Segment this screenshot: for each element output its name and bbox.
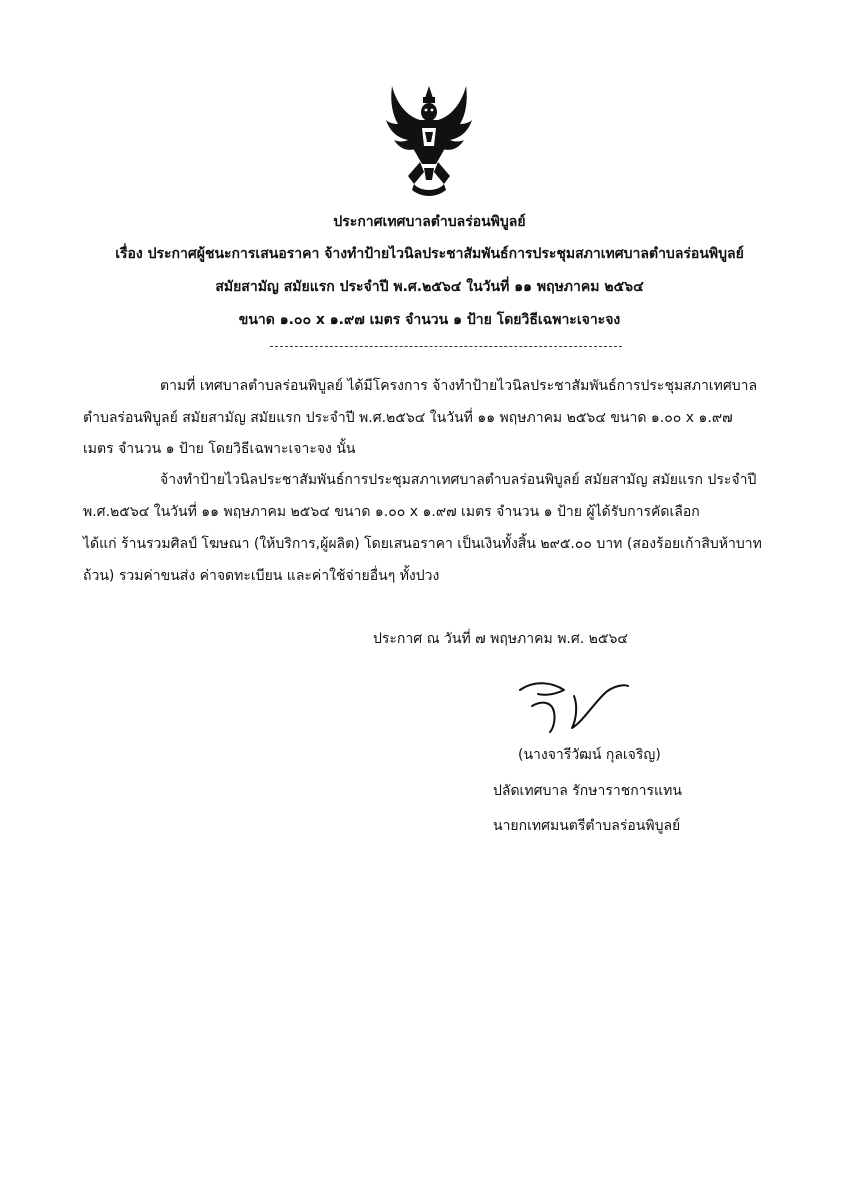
subject-line-1: เรื่อง ประกาศผู้ชนะการเสนอราคา จ้างทำป้ายไวนิลประชาสัมพันธ์การประชุมสภาเทศบาลตำบลร่อนพิบูลย์ (115, 246, 744, 262)
paragraph-1-line-2: ตำบลร่อนพิบูลย์ สมัยสามัญ สมัยแรก ประจำปี พ.ศ.๒๕๖๔ ในวันที่ ๑๑ พฤษภาคม ๒๕๖๔ ขนาด ๑.๐๐ x ๑.๙๗ (83, 410, 733, 426)
paragraph-1-line-3: เมตร จำนวน ๑ ป้าย โดยวิธีเฉพาะเจาะจง นั้น (83, 441, 356, 457)
garuda-emblem-icon (384, 80, 474, 198)
signatory-position-2: นายกเทศมนตรีตำบลร่อนพิบูลย์ (493, 818, 681, 834)
document-title: ประกาศเทศบาลตำบลร่อนพิบูลย์ (333, 214, 526, 230)
handwritten-signature (512, 676, 632, 736)
signatory-position-1: ปลัดเทศบาล รักษาราชการแทน (493, 783, 682, 799)
announce-date: ประกาศ ณ วันที่ ๗ พฤษภาคม พ.ศ. ๒๕๖๔ (373, 631, 628, 647)
signatory-name: (นางจารีวัฒน์ กุลเจริญ) (518, 747, 661, 763)
paragraph-1-line-1: ตามที่ เทศบาลตำบลร่อนพิบูลย์ ได้มีโครงการ จ้างทำป้ายไวนิลประชาสัมพันธ์การประชุมสภาเทศบาล (160, 378, 758, 394)
paragraph-2-line-2: พ.ศ.๒๕๖๔ ในวันที่ ๑๑ พฤษภาคม ๒๕๖๔ ขนาด ๑.๐๐ x ๑.๙๗ เมตร จำนวน ๑ ป้าย ผู้ได้รับการคัดเลือก (83, 504, 700, 520)
header-divider (270, 346, 622, 347)
paragraph-2-line-3: ได้แก่ ร้านรวมศิลป์ โฆษณา (ให้บริการ,ผู้ผลิต) โดยเสนอราคา เป็นเงินทั้งสิ้น ๒๙๕.๐๐ บาท (สองร้อยเก้าสิบห้าบาท (83, 536, 762, 552)
subject-line-2: สมัยสามัญ สมัยแรก ประจำปี พ.ศ.๒๕๖๔ ในวันที่ ๑๑ พฤษภาคม ๒๕๖๔ (215, 279, 644, 295)
paragraph-2-line-1: จ้างทำป้ายไวนิลประชาสัมพันธ์การประชุมสภาเทศบาลตำบลร่อนพิบูลย์ สมัยสามัญ สมัยแรก ประจำปี (160, 472, 757, 488)
paragraph-2-line-4: ถ้วน) รวมค่าขนส่ง ค่าจดทะเบียน และค่าใช้จ่ายอื่นๆ ทั้งปวง (83, 568, 440, 584)
subject-line-3: ขนาด ๑.๐๐ x ๑.๙๗ เมตร จำนวน ๑ ป้าย โดยวิธีเฉพาะเจาะจง (238, 312, 621, 328)
